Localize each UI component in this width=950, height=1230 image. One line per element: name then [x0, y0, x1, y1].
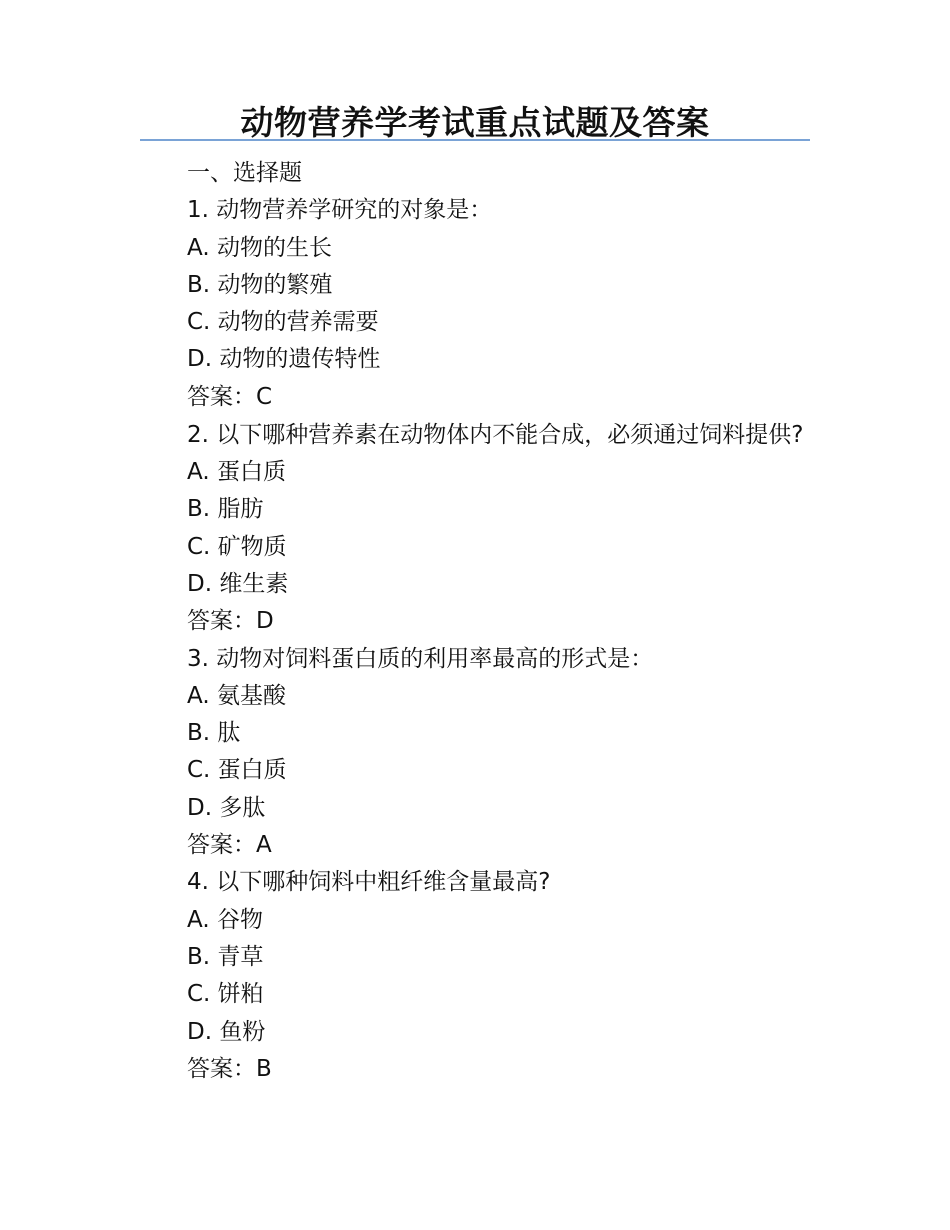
- option-d: D. 多肽: [187, 794, 266, 821]
- option-a: A. 氨基酸: [187, 682, 286, 709]
- option-b: B. 脂肪: [187, 496, 264, 523]
- option-a: A. 谷物: [187, 906, 263, 933]
- answer-text: 答案：B: [187, 1055, 272, 1082]
- option-c: C. 动物的营养需要: [187, 309, 379, 336]
- option-d: D. 动物的遗传特性: [187, 346, 381, 373]
- option-a: A. 蛋白质: [187, 459, 286, 486]
- answer-text: 答案：D: [187, 608, 274, 635]
- option-d: D. 鱼粉: [187, 1018, 266, 1045]
- answer-text: 答案：C: [187, 383, 273, 410]
- answer-text: 答案：A: [187, 832, 272, 859]
- option-b: B. 动物的繁殖: [187, 271, 333, 298]
- section-heading: 一、选择题: [187, 160, 302, 186]
- option-c: C. 饼粕: [187, 981, 264, 1008]
- question-text: 1. 动物营养学研究的对象是：: [187, 197, 493, 224]
- question-text: 4. 以下哪种饲料中粗纤维含量最高?: [187, 869, 551, 896]
- option-d: D. 维生素: [187, 570, 289, 597]
- question-text: 2. 以下哪种营养素在动物体内不能合成，必须通过饲料提供?: [187, 422, 804, 449]
- document-title: 动物营养学考试重点试题及答案: [240, 103, 710, 142]
- option-c: C. 蛋白质: [187, 757, 287, 784]
- option-b: B. 青草: [187, 943, 264, 970]
- question-text: 3. 动物对饲料蛋白质的利用率最高的形式是：: [187, 645, 654, 672]
- title-underline: [140, 139, 810, 141]
- option-c: C. 矿物质: [187, 533, 287, 560]
- document-body: [140, 155, 812, 1088]
- option-a: A. 动物的生长: [187, 234, 332, 261]
- option-b: B. 肽: [187, 720, 241, 747]
